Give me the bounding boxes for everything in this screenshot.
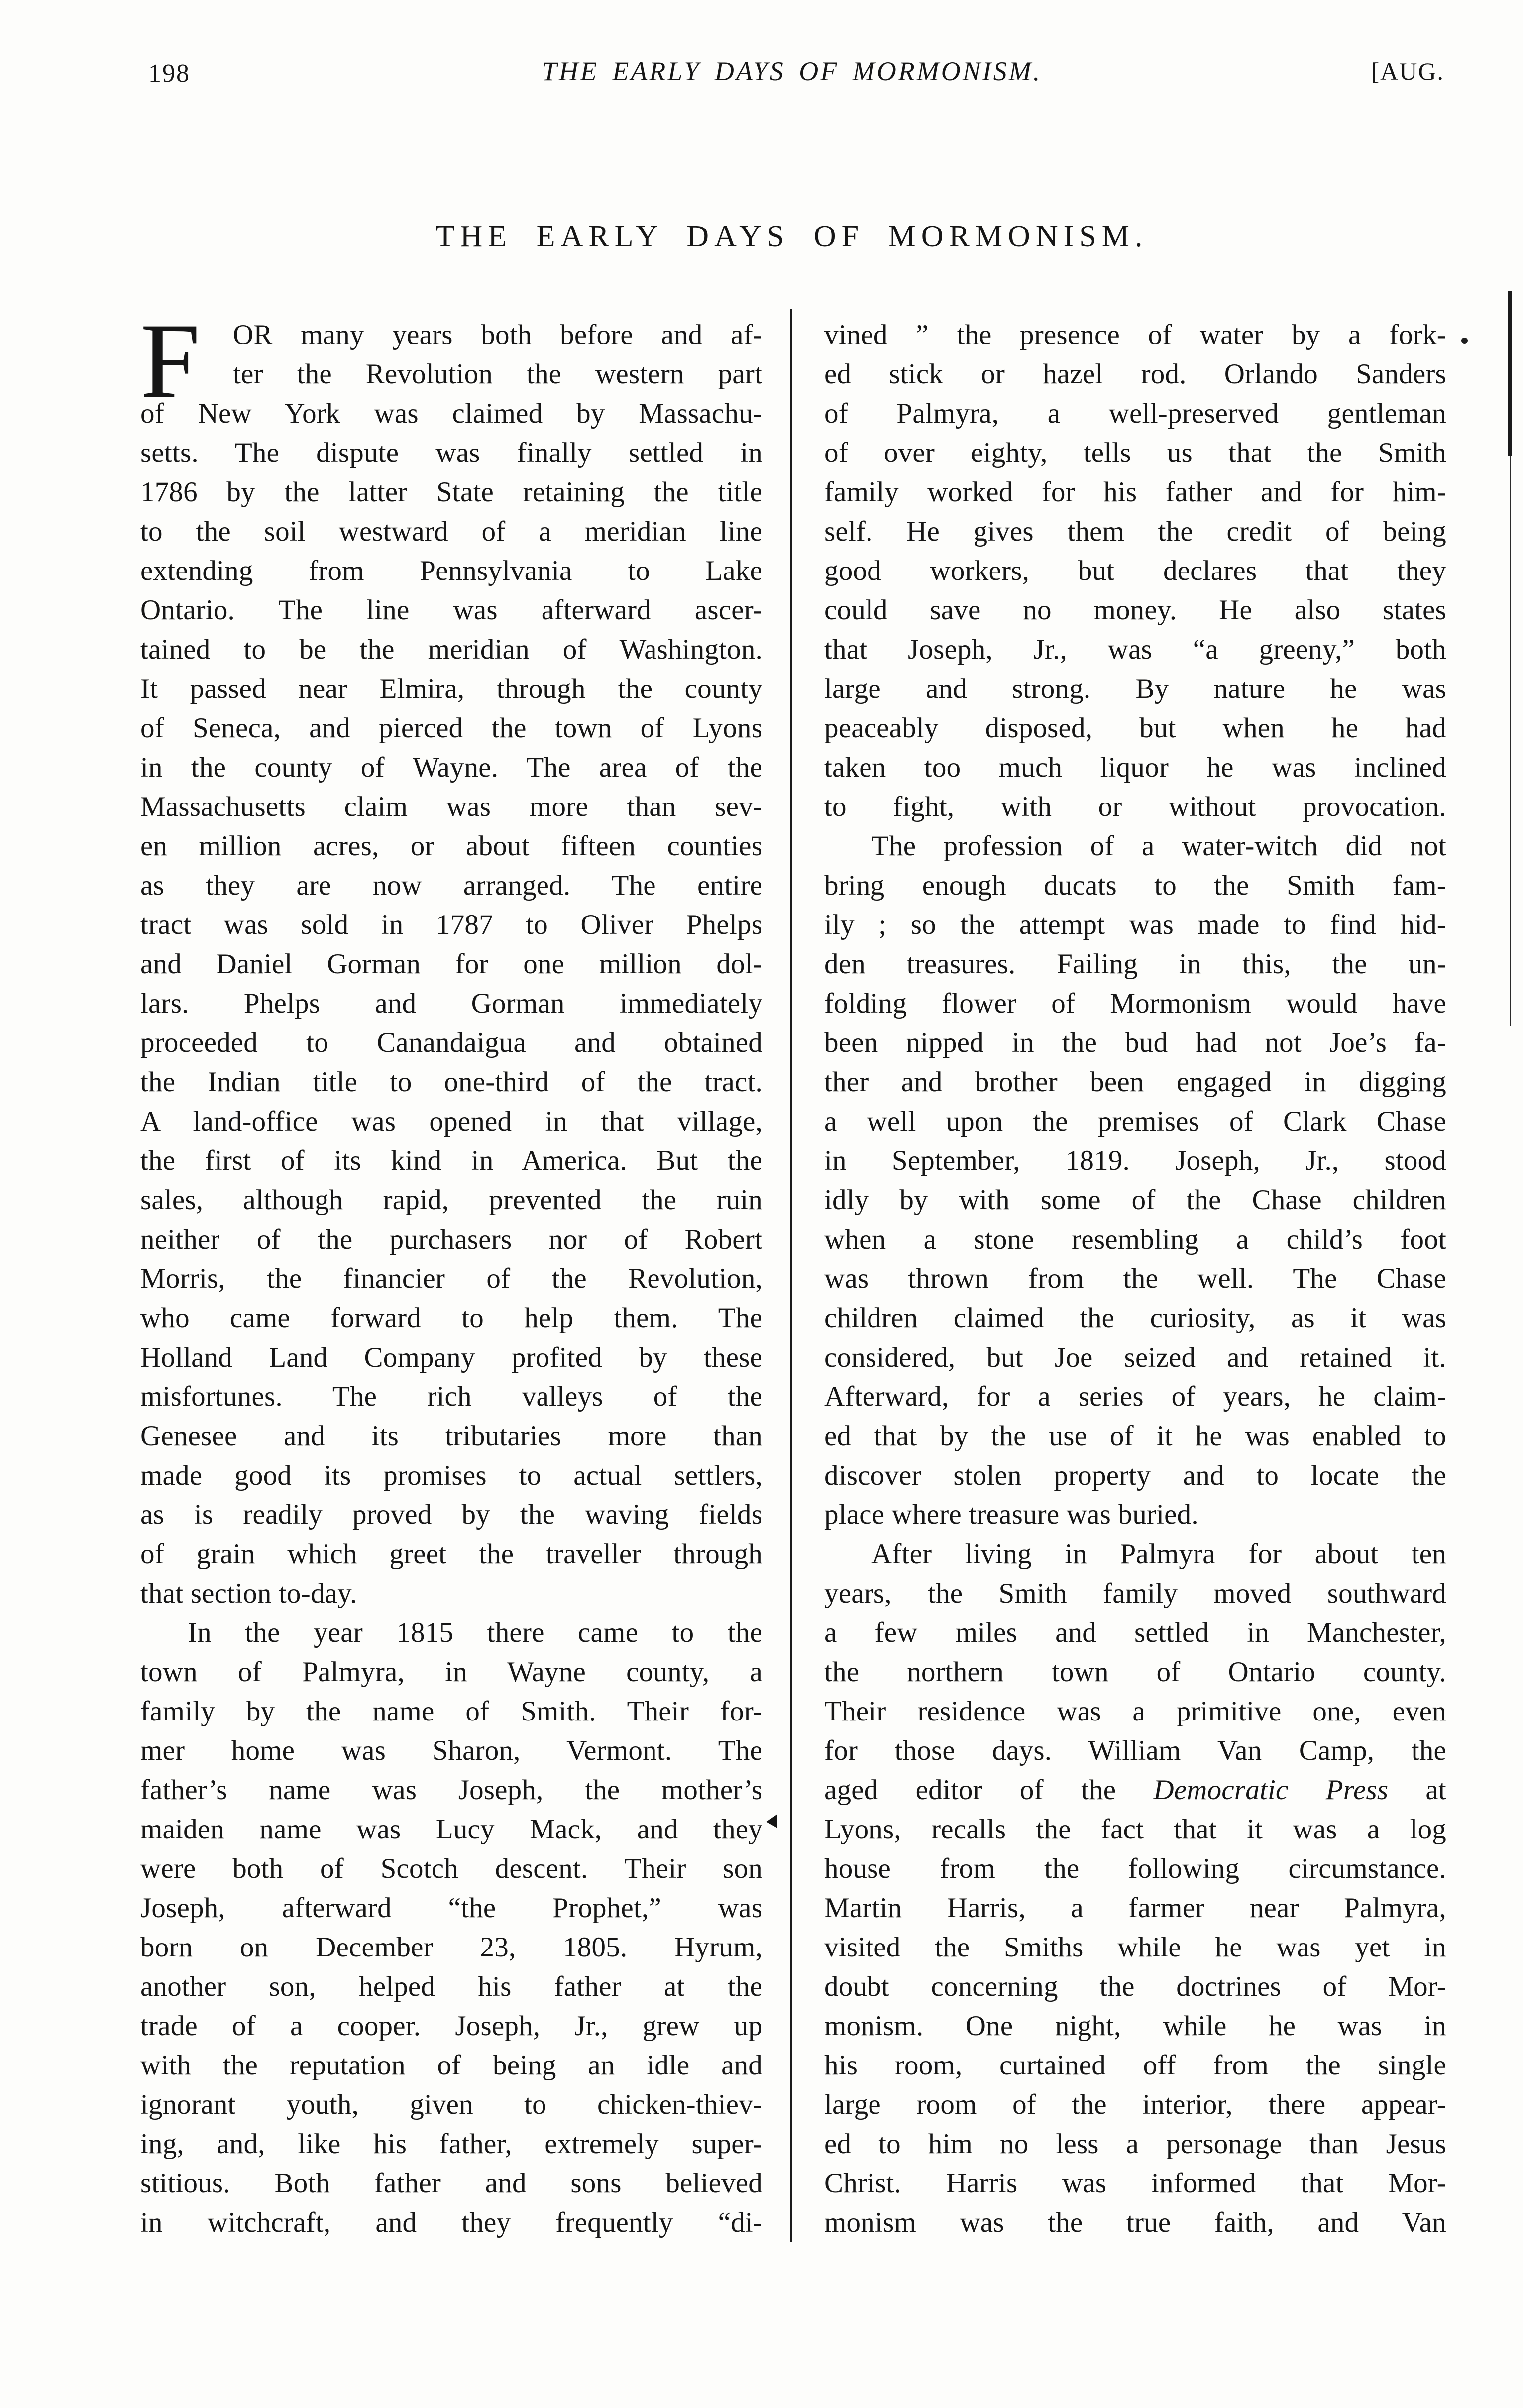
text-line: and Daniel Gorman for one million dol- <box>140 948 762 980</box>
column-divider-rule <box>790 309 792 2242</box>
running-title: THE EARLY DAYS OF MORMONISM. <box>542 56 1042 86</box>
text-line: In the year 1815 there came to the <box>188 1617 762 1648</box>
text-line: large and strong. By nature he was <box>824 673 1446 704</box>
text-line: monism. One night, while he was in <box>824 2010 1446 2042</box>
text-line: extending from Pennsylvania to Lake <box>140 555 762 586</box>
text-column-left <box>140 301 762 2242</box>
text-line: children claimed the curiosity, as it was <box>824 1302 1446 1334</box>
text-line: ter the Revolution the western part <box>233 358 762 390</box>
text-line: that section to-day. <box>140 1578 357 1609</box>
text-line: lars. Phelps and Gorman immediately <box>140 988 762 1019</box>
page-edge-scan-line <box>1510 456 1511 1026</box>
text-line: could save no money. He also states <box>824 594 1446 626</box>
text-line: Afterward, for a series of years, he claim- <box>824 1381 1446 1412</box>
text-line: a few miles and settled in Manchester, <box>824 1617 1446 1648</box>
text-line: Christ. Harris was informed that Mor- <box>824 2168 1446 2199</box>
text-line: of over eighty, tells us that the Smith <box>824 437 1446 468</box>
text-line: place where treasure was buried. <box>824 1499 1198 1530</box>
text-line: Massachusetts claim was more than sev- <box>140 791 762 822</box>
article-title: THE EARLY DAYS OF MORMONISM. <box>435 220 1148 253</box>
text-line: Ontario. The line was afterward ascer- <box>140 594 762 626</box>
text-line: that Joseph, Jr., was “a greeny,” both <box>824 634 1446 665</box>
text-line: in September, 1819. Joseph, Jr., stood <box>824 1145 1446 1176</box>
text-line: the first of its kind in America. But the <box>140 1145 762 1176</box>
text-line: made good its promises to actual settlers, <box>140 1460 762 1491</box>
italic-text: Democratic Press <box>1153 1774 1389 1806</box>
paragraph <box>140 315 762 1613</box>
text-line <box>824 1770 1446 1810</box>
margin-ink-dot <box>1461 338 1468 344</box>
text-line: peaceably disposed, but when he had <box>824 712 1446 744</box>
text-line: ther and brother been engaged in digging <box>824 1066 1446 1098</box>
text-line: town of Palmyra, in Wayne county, a <box>140 1656 762 1688</box>
text-line: in witchcraft, and they frequently “di- <box>140 2207 762 2238</box>
text-line: folding flower of Mormonism would have <box>824 988 1446 1019</box>
text-line: for those days. William Van Camp, the <box>824 1735 1446 1766</box>
text-line: self. He gives them the credit of being <box>824 516 1446 547</box>
text-line: taken too much liquor he was inclined <box>824 752 1446 783</box>
text-line: to fight, with or without provocation. <box>824 791 1446 822</box>
text-line: ignorant youth, given to chicken-thiev- <box>140 2089 762 2120</box>
drop-cap: F <box>140 301 201 420</box>
paragraph <box>824 826 1446 1534</box>
text-line: visited the Smiths while he was yet in <box>824 1932 1446 1963</box>
text-line: a well upon the premises of Clark Chase <box>824 1106 1446 1137</box>
text-line: bring enough ducats to the Smith fam- <box>824 870 1446 901</box>
text-line: sales, although rapid, prevented the ruin <box>140 1184 762 1216</box>
text-line: good workers, but declares that they <box>824 555 1446 586</box>
text-line: in the county of Wayne. The area of the <box>140 752 762 783</box>
text-line: was thrown from the well. The Chase <box>824 1263 1446 1294</box>
issue-label: [AUG. <box>1371 57 1444 85</box>
divider-ink-mark <box>766 1814 777 1828</box>
text-segment: aged editor of the <box>824 1774 1154 1806</box>
text-line: considered, but Joe seized and retained it. <box>824 1342 1446 1373</box>
text-segment: at <box>1388 1774 1446 1806</box>
text-line: the Indian title to one-third of the tract. <box>140 1066 762 1098</box>
text-line: vined ” the presence of water by a fork- <box>824 319 1446 350</box>
text-line: another son, helped his father at the <box>140 1971 762 2002</box>
text-line: trade of a cooper. Joseph, Jr., grew up <box>140 2010 762 2042</box>
text-line: misfortunes. The rich valleys of the <box>140 1381 762 1412</box>
text-line: family by the name of Smith. Their for- <box>140 1696 762 1727</box>
text-line: The profession of a water-witch did not <box>871 830 1446 862</box>
text-line: It passed near Elmira, through the county <box>140 673 762 704</box>
text-line: of Palmyra, a well-preserved gentleman <box>824 398 1446 429</box>
text-line: discover stolen property and to locate the <box>824 1460 1446 1491</box>
text-line: tract was sold in 1787 to Oliver Phelps <box>140 909 762 940</box>
text-line: of Seneca, and pierced the town of Lyons <box>140 712 762 744</box>
text-line: with the reputation of being an idle and <box>140 2050 762 2081</box>
text-line: A land-office was opened in that village, <box>140 1106 762 1137</box>
text-line: neither of the purchasers nor of Robert <box>140 1224 762 1255</box>
text-line: the northern town of Ontario county. <box>824 1656 1446 1688</box>
text-line: ed to him no less a personage than Jesus <box>824 2128 1446 2160</box>
text-line: were both of Scotch descent. Their son <box>140 1853 762 1884</box>
text-line: en million acres, or about fifteen counties <box>140 830 762 862</box>
text-line: After living in Palmyra for about ten <box>871 1538 1446 1570</box>
text-line: of New York was claimed by Massachu- <box>140 398 762 429</box>
text-line: Joseph, afterward “the Prophet,” was <box>140 1892 762 1924</box>
text-line: idly by with some of the Chase children <box>824 1184 1446 1216</box>
text-line: proceeded to Canandaigua and obtained <box>140 1027 762 1058</box>
text-line: family worked for his father and for him- <box>824 476 1446 508</box>
text-line: tained to be the meridian of Washington. <box>140 634 762 665</box>
text-line: when a stone resembling a child’s foot <box>824 1224 1446 1255</box>
text-line: house from the following circumstance. <box>824 1853 1446 1884</box>
text-line: ing, and, like his father, extremely super- <box>140 2128 762 2160</box>
page-edge-scan-line <box>1508 291 1512 456</box>
text-line: Their residence was a primitive one, even <box>824 1696 1446 1727</box>
text-line: large room of the interior, there appear- <box>824 2089 1446 2120</box>
text-line: born on December 23, 1805. Hyrum, <box>140 1932 762 1963</box>
text-line: been nipped in the bud had not Joe’s fa- <box>824 1027 1446 1058</box>
text-line: maiden name was Lucy Mack, and they <box>140 1814 762 1845</box>
text-line: OR many years both before and af- <box>233 319 762 350</box>
text-line: Genesee and its tributaries more than <box>140 1420 762 1452</box>
text-line: years, the Smith family moved southward <box>824 1578 1446 1609</box>
text-line: mer home was Sharon, Vermont. The <box>140 1735 762 1766</box>
text-line: Morris, the financier of the Revolution, <box>140 1263 762 1294</box>
text-line: stitious. Both father and sons believed <box>140 2168 762 2199</box>
text-line: who came forward to help them. The <box>140 1302 762 1334</box>
text-column-right <box>824 315 1446 2242</box>
paragraph <box>824 315 1446 826</box>
text-line: Martin Harris, a farmer near Palmyra, <box>824 1892 1446 1924</box>
text-line: doubt concerning the doctrines of Mor- <box>824 1971 1446 2002</box>
text-line: den treasures. Failing in this, the un- <box>824 948 1446 980</box>
text-line: his room, curtained off from the single <box>824 2050 1446 2081</box>
text-line: ed that by the use of it he was enabled to <box>824 1420 1446 1452</box>
paragraph <box>140 1613 762 2242</box>
paragraph <box>824 1534 1446 2242</box>
text-line: to the soil westward of a meridian line <box>140 516 762 547</box>
running-header <box>139 56 1444 96</box>
text-line: 1786 by the latter State retaining the title <box>140 476 762 508</box>
text-line: ed stick or hazel rod. Orlando Sanders <box>824 358 1446 390</box>
text-line: Holland Land Company profited by these <box>140 1342 762 1373</box>
text-line: setts. The dispute was finally settled in <box>140 437 762 468</box>
text-line: Lyons, recalls the fact that it was a log <box>824 1814 1446 1845</box>
text-line: father’s name was Joseph, the mother’s <box>140 1774 762 1806</box>
text-line: as is readily proved by the waving fields <box>140 1499 762 1530</box>
text-line: as they are now arranged. The entire <box>140 870 762 901</box>
page-number: 198 <box>148 59 190 88</box>
text-line: of grain which greet the traveller through <box>140 1538 762 1570</box>
text-line: ily ; so the attempt was made to find hid- <box>824 909 1446 940</box>
text-line: monism was the true faith, and Van <box>824 2207 1446 2238</box>
